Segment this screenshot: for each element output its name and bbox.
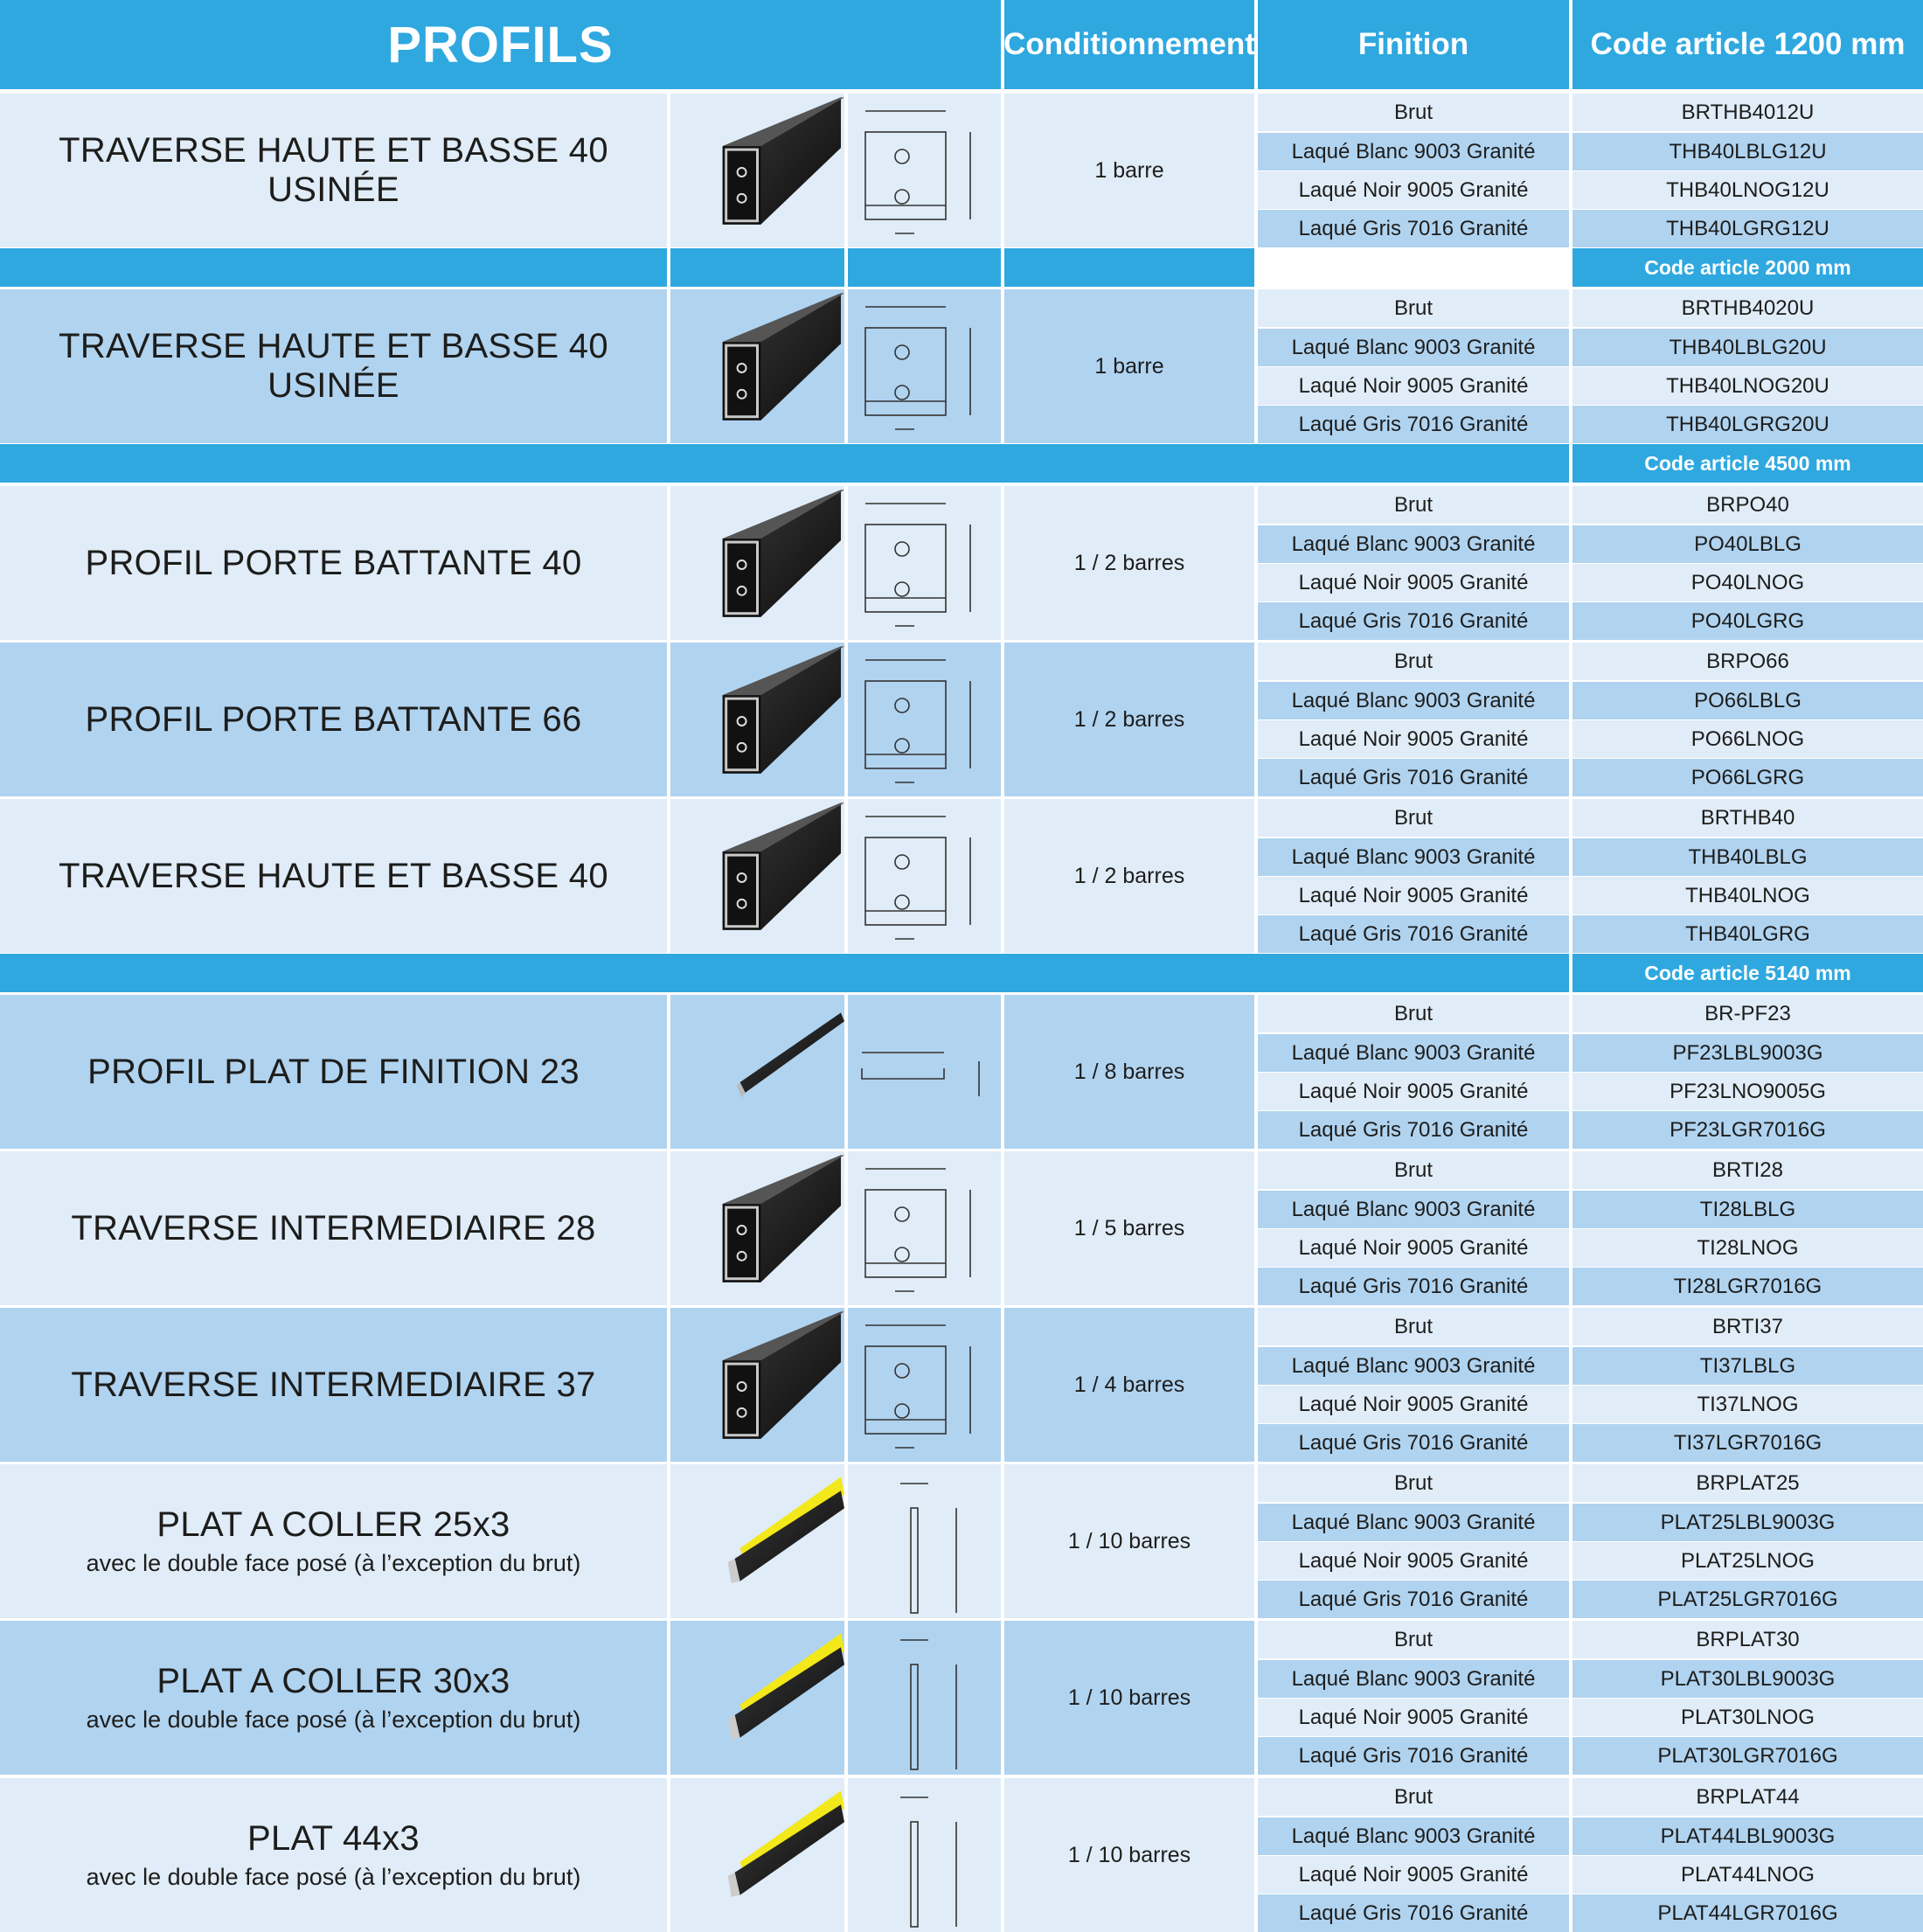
finish-label: Laqué Blanc 9003 Granité bbox=[1258, 1504, 1569, 1541]
finish-label: Laqué Blanc 9003 Granité bbox=[1258, 1347, 1569, 1385]
adhesive-flat-photo-icon bbox=[670, 1621, 844, 1775]
article-code: BRTHB4012U bbox=[1572, 94, 1923, 131]
article-code: BR-PF23 bbox=[1572, 995, 1923, 1032]
product-subtitle: avec le double face posé (à l’exception du brut) bbox=[86, 1706, 581, 1733]
technical-drawing bbox=[848, 995, 1001, 1149]
product-subtitle: avec le double face posé (à l’exception du brut) bbox=[86, 1550, 581, 1576]
article-code: PLAT25LBL9003G bbox=[1572, 1504, 1923, 1541]
product-photo bbox=[670, 643, 844, 796]
profile-photo-icon bbox=[670, 643, 844, 796]
finish-label: Laqué Gris 7016 Granité bbox=[1258, 210, 1569, 247]
finish-label: Laqué Noir 9005 Granité bbox=[1258, 1073, 1569, 1110]
article-code: PLAT25LGR7016G bbox=[1572, 1581, 1923, 1618]
finish-label: Brut bbox=[1258, 486, 1569, 524]
article-code: THB40LBLG bbox=[1572, 838, 1923, 876]
product-photo bbox=[670, 1308, 844, 1462]
section-band bbox=[0, 444, 1569, 483]
product-subtitle: avec le double face posé (à l’exception du brut) bbox=[86, 1864, 581, 1890]
packaging-value: 1 / 10 barres bbox=[1004, 1621, 1254, 1775]
packaging-value: 1 / 10 barres bbox=[1004, 1778, 1254, 1932]
finish-label: Laqué Blanc 9003 Granité bbox=[1258, 1034, 1569, 1072]
finish-label: Brut bbox=[1258, 1778, 1569, 1816]
article-code: PLAT25LNOG bbox=[1572, 1542, 1923, 1580]
article-code: BRTI28 bbox=[1572, 1151, 1923, 1189]
profile-photo-icon bbox=[670, 486, 844, 640]
product-name-cell bbox=[0, 289, 667, 443]
article-code: TI28LGR7016G bbox=[1572, 1268, 1923, 1305]
article-code: THB40LGRG20U bbox=[1572, 406, 1923, 443]
product-name: PLAT A COLLER 25x3 bbox=[156, 1505, 510, 1544]
packaging-value: 1 / 2 barres bbox=[1004, 643, 1254, 796]
article-code: BRTHB4020U bbox=[1572, 289, 1923, 327]
finish-label: Laqué Blanc 9003 Granité bbox=[1258, 838, 1569, 876]
product-name-cell bbox=[0, 1308, 667, 1462]
product-name-cell bbox=[0, 799, 667, 953]
packaging-value: 1 / 2 barres bbox=[1004, 799, 1254, 953]
article-code: BRTHB40 bbox=[1572, 799, 1923, 837]
code-article-band-label: Code article 4500 mm bbox=[1572, 444, 1923, 483]
finish-label: Laqué Gris 7016 Granité bbox=[1258, 759, 1569, 796]
packaging-value: 1 / 8 barres bbox=[1004, 995, 1254, 1149]
technical-drawing bbox=[848, 799, 1001, 953]
finish-label: Laqué Noir 9005 Granité bbox=[1258, 171, 1569, 209]
article-code: PLAT30LNOG bbox=[1572, 1699, 1923, 1736]
article-code: THB40LBLG12U bbox=[1572, 133, 1923, 170]
technical-drawing bbox=[848, 94, 1001, 247]
finish-label: Laqué Blanc 9003 Granité bbox=[1258, 329, 1569, 366]
article-code: THB40LNOG12U bbox=[1572, 171, 1923, 209]
article-code: BRPO66 bbox=[1572, 643, 1923, 680]
technical-drawing bbox=[848, 1778, 1001, 1932]
finish-label: Brut bbox=[1258, 1464, 1569, 1502]
finish-label: Laqué Gris 7016 Granité bbox=[1258, 1424, 1569, 1462]
finish-label: Laqué Noir 9005 Granité bbox=[1258, 1856, 1569, 1894]
section-band bbox=[1004, 248, 1254, 287]
packaging-value: 1 barre bbox=[1004, 94, 1254, 247]
profile-photo-icon bbox=[670, 1151, 844, 1305]
technical-drawing bbox=[848, 1621, 1001, 1775]
product-name: TRAVERSE INTERMEDIAIRE 28 bbox=[71, 1208, 596, 1247]
column-header-code-article: Code article 1200 mm bbox=[1572, 0, 1923, 89]
finish-label: Laqué Gris 7016 Granité bbox=[1258, 602, 1569, 640]
column-header-conditionnement: Conditionnement bbox=[1004, 0, 1254, 89]
section-band bbox=[0, 954, 1569, 992]
finish-label: Brut bbox=[1258, 94, 1569, 131]
flat-profile-photo-icon bbox=[670, 995, 844, 1149]
article-code: PF23LGR7016G bbox=[1572, 1111, 1923, 1149]
packaging-value: 1 / 10 barres bbox=[1004, 1464, 1254, 1618]
article-code: THB40LNOG20U bbox=[1572, 367, 1923, 405]
product-name: PROFIL PORTE BATTANTE 66 bbox=[85, 699, 582, 739]
article-code: PLAT44LNOG bbox=[1572, 1856, 1923, 1894]
packaging-value: 1 / 5 barres bbox=[1004, 1151, 1254, 1305]
product-name: TRAVERSE HAUTE ET BASSE 40 USINÉE bbox=[59, 327, 608, 405]
product-name-cell bbox=[0, 1151, 667, 1305]
technical-drawing bbox=[848, 1151, 1001, 1305]
packaging-value: 1 / 2 barres bbox=[1004, 486, 1254, 640]
finish-label: Laqué Gris 7016 Granité bbox=[1258, 915, 1569, 953]
product-name: TRAVERSE INTERMEDIAIRE 37 bbox=[71, 1365, 596, 1404]
article-code: THB40LNOG bbox=[1572, 877, 1923, 914]
article-code: BRPO40 bbox=[1572, 486, 1923, 524]
finish-label: Brut bbox=[1258, 643, 1569, 680]
product-photo bbox=[670, 289, 844, 443]
finish-label: Laqué Gris 7016 Granité bbox=[1258, 1268, 1569, 1305]
article-code: PF23LBL9003G bbox=[1572, 1034, 1923, 1072]
article-code: PO40LNOG bbox=[1572, 564, 1923, 601]
article-code: PO66LGRG bbox=[1572, 759, 1923, 796]
technical-drawing bbox=[848, 643, 1001, 796]
technical-drawing bbox=[848, 289, 1001, 443]
finish-label: Brut bbox=[1258, 799, 1569, 837]
product-photo bbox=[670, 1464, 844, 1618]
product-name-cell bbox=[0, 486, 667, 640]
product-name-cell bbox=[0, 94, 667, 247]
article-code: PO66LBLG bbox=[1572, 682, 1923, 719]
product-photo bbox=[670, 94, 844, 247]
finish-label: Laqué Noir 9005 Granité bbox=[1258, 367, 1569, 405]
finish-label: Laqué Noir 9005 Granité bbox=[1258, 1699, 1569, 1736]
finish-label: Laqué Blanc 9003 Granité bbox=[1258, 525, 1569, 563]
product-photo bbox=[670, 995, 844, 1149]
product-name-cell bbox=[0, 1464, 667, 1618]
product-name-cell bbox=[0, 1621, 667, 1775]
article-code: PF23LNO9005G bbox=[1572, 1073, 1923, 1110]
code-article-band-label: Code article 5140 mm bbox=[1572, 954, 1923, 992]
profile-photo-icon bbox=[670, 289, 844, 443]
product-name-cell bbox=[0, 643, 667, 796]
product-photo bbox=[670, 1151, 844, 1305]
product-name: TRAVERSE HAUTE ET BASSE 40 USINÉE bbox=[59, 131, 608, 209]
product-photo bbox=[670, 486, 844, 640]
adhesive-flat-photo-icon bbox=[670, 1778, 844, 1932]
finish-label: Brut bbox=[1258, 1308, 1569, 1345]
article-code: THB40LGRG12U bbox=[1572, 210, 1923, 247]
article-code: TI37LBLG bbox=[1572, 1347, 1923, 1385]
finish-label: Laqué Noir 9005 Granité bbox=[1258, 877, 1569, 914]
section-band bbox=[0, 248, 667, 287]
article-code: BRPLAT44 bbox=[1572, 1778, 1923, 1816]
section-band-blank bbox=[1258, 248, 1569, 287]
finish-label: Laqué Blanc 9003 Granité bbox=[1258, 1660, 1569, 1698]
technical-drawing bbox=[848, 1308, 1001, 1462]
profile-photo-icon bbox=[670, 1308, 844, 1462]
article-code: THB40LGRG bbox=[1572, 915, 1923, 953]
finish-label: Laqué Noir 9005 Granité bbox=[1258, 1229, 1569, 1267]
article-code: TI37LNOG bbox=[1572, 1386, 1923, 1423]
adhesive-flat-photo-icon bbox=[670, 1464, 844, 1618]
article-code: BRPLAT25 bbox=[1572, 1464, 1923, 1502]
product-photo bbox=[670, 799, 844, 953]
packaging-value: 1 / 4 barres bbox=[1004, 1308, 1254, 1462]
article-code: BRPLAT30 bbox=[1572, 1621, 1923, 1658]
finish-label: Laqué Gris 7016 Granité bbox=[1258, 406, 1569, 443]
product-name-cell bbox=[0, 995, 667, 1149]
product-name: PROFIL PLAT DE FINITION 23 bbox=[87, 1052, 580, 1091]
article-code: PLAT30LGR7016G bbox=[1572, 1737, 1923, 1775]
section-band bbox=[848, 248, 1001, 287]
product-name: PLAT A COLLER 30x3 bbox=[156, 1662, 510, 1700]
product-photo bbox=[670, 1621, 844, 1775]
product-name: PLAT 44x3 bbox=[247, 1819, 420, 1858]
packaging-value: 1 barre bbox=[1004, 289, 1254, 443]
finish-label: Laqué Blanc 9003 Granité bbox=[1258, 133, 1569, 170]
product-photo bbox=[670, 1778, 844, 1932]
article-code: PO40LGRG bbox=[1572, 602, 1923, 640]
article-code: BRTI37 bbox=[1572, 1308, 1923, 1345]
article-code: TI37LGR7016G bbox=[1572, 1424, 1923, 1462]
technical-drawing bbox=[848, 486, 1001, 640]
article-code: PO40LBLG bbox=[1572, 525, 1923, 563]
finish-label: Brut bbox=[1258, 1621, 1569, 1658]
article-code: PLAT30LBL9003G bbox=[1572, 1660, 1923, 1698]
profile-photo-icon bbox=[670, 799, 844, 953]
article-code: PO66LNOG bbox=[1572, 720, 1923, 758]
finish-label: Brut bbox=[1258, 289, 1569, 327]
finish-label: Laqué Noir 9005 Granité bbox=[1258, 1386, 1569, 1423]
article-code: TI28LNOG bbox=[1572, 1229, 1923, 1267]
finish-label: Laqué Blanc 9003 Granité bbox=[1258, 1191, 1569, 1228]
finish-label: Brut bbox=[1258, 1151, 1569, 1189]
product-name: TRAVERSE HAUTE ET BASSE 40 bbox=[59, 856, 608, 895]
article-code: TI28LBLG bbox=[1572, 1191, 1923, 1228]
code-article-band-label: Code article 2000 mm bbox=[1572, 248, 1923, 287]
column-header-finition: Finition bbox=[1258, 0, 1569, 89]
technical-drawing bbox=[848, 1464, 1001, 1618]
section-band bbox=[670, 248, 844, 287]
finish-label: Laqué Noir 9005 Granité bbox=[1258, 564, 1569, 601]
finish-label: Brut bbox=[1258, 995, 1569, 1032]
table-title: PROFILS bbox=[0, 0, 1001, 89]
finish-label: Laqué Gris 7016 Granité bbox=[1258, 1581, 1569, 1618]
finish-label: Laqué Gris 7016 Granité bbox=[1258, 1894, 1569, 1932]
product-name-cell bbox=[0, 1778, 667, 1932]
finish-label: Laqué Blanc 9003 Granité bbox=[1258, 1817, 1569, 1855]
article-code: PLAT44LBL9003G bbox=[1572, 1817, 1923, 1855]
finish-label: Laqué Noir 9005 Granité bbox=[1258, 720, 1569, 758]
article-code: PLAT44LGR7016G bbox=[1572, 1894, 1923, 1932]
profile-photo-icon bbox=[670, 94, 844, 247]
article-code: THB40LBLG20U bbox=[1572, 329, 1923, 366]
product-name: PROFIL PORTE BATTANTE 40 bbox=[85, 543, 582, 582]
finish-label: Laqué Gris 7016 Granité bbox=[1258, 1737, 1569, 1775]
finish-label: Laqué Noir 9005 Granité bbox=[1258, 1542, 1569, 1580]
finish-label: Laqué Blanc 9003 Granité bbox=[1258, 682, 1569, 719]
finish-label: Laqué Gris 7016 Granité bbox=[1258, 1111, 1569, 1149]
